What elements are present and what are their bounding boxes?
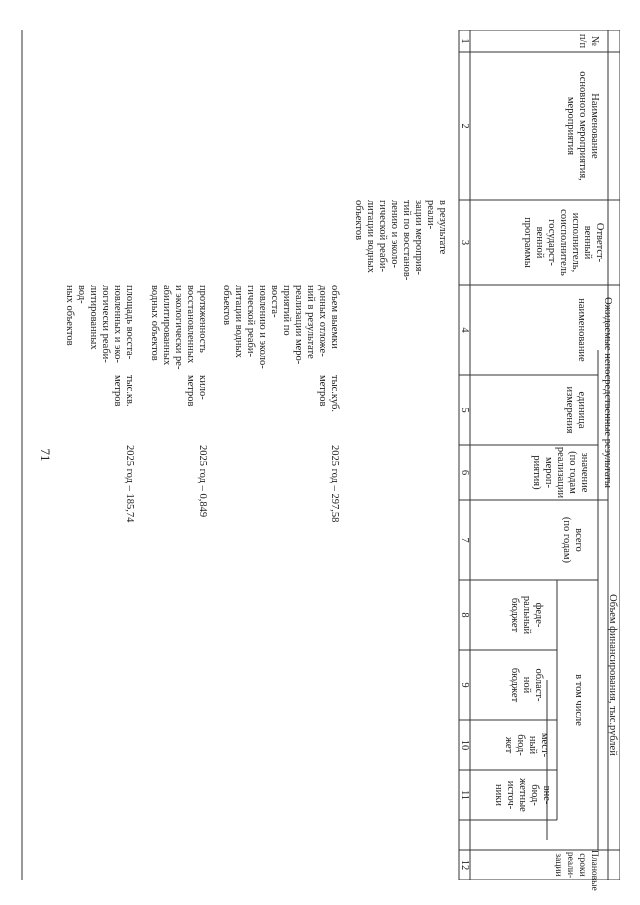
colnum-11: 11: [459, 789, 470, 801]
header-result-name: наименование: [576, 298, 587, 362]
row-2-name: объем выемки донных отложе- ний в результате реализации меро- приятий по восста- новлению и эколо- гической реаби- литации водных объектов: [221, 285, 340, 369]
rotated-table: [0, 30, 620, 891]
header-regional: област- ной бюджет: [509, 667, 544, 703]
header-local: мест- ный бюд- жет: [503, 732, 550, 758]
colnum-7: 7: [459, 537, 470, 543]
colnum-8: 8: [459, 612, 470, 618]
row-3-unit: кило- метров: [185, 375, 208, 407]
colnum-9: 9: [459, 682, 470, 688]
header-event-name: Наименование основного мероприятия, мероприятия: [565, 71, 600, 181]
colnum-4: 4: [459, 327, 470, 333]
row-4-value: 2025 год – 185,74: [124, 445, 135, 523]
colnum-6: 6: [459, 469, 470, 476]
header-unit: единица измерения: [564, 386, 587, 434]
header-financing-group: Объем финансирования, тыс.рублей: [607, 594, 618, 756]
row-4-unit: тыс.кв. метров: [112, 375, 135, 407]
header-deadlines: Плановые сроки реали- зации: [553, 850, 599, 891]
colnum-12: 12: [459, 859, 470, 871]
header-value: значение (по годам реализации мероп- риятия): [531, 446, 590, 499]
page-number: 71: [38, 448, 53, 462]
header-federal: феде- ральный бюджет: [509, 595, 544, 635]
row-1-name: в результате реали- зации мероприя- тий по восстанов- лению и эколо- гической реаби- литации водных объектов: [353, 200, 448, 281]
header-number: № п/п: [577, 33, 600, 49]
header-results-group: Ожидаемые непосредственные результаты: [602, 297, 613, 488]
row-3-name: протяженность восстановленных и экологически ре- абилитированных водных объектов: [149, 285, 208, 370]
header-extrabudget: вне- бюд- жетные источ- ники: [493, 778, 552, 812]
header-responsible: Ответст- венный исполнитель, соисполнитель государст- венной программы: [522, 209, 605, 276]
header-total: всего (по годам): [561, 516, 584, 564]
colnum-5: 5: [459, 407, 470, 413]
row-4-name: площадь восста- новленных и эко- логически реаби- литированных вод- ных объектов: [64, 285, 135, 363]
row-2-value: 2025 год – 297,58: [329, 445, 340, 523]
colnum-1: 1: [459, 38, 470, 44]
header-including: в том числе: [573, 674, 584, 726]
colnum-3: 3: [459, 239, 470, 246]
colnum-2: 2: [459, 123, 470, 129]
colnum-10: 10: [459, 739, 470, 751]
row-2-unit: тыс.куб. метров: [317, 375, 340, 412]
row-3-value: 2025 год – 0,849: [197, 445, 208, 518]
